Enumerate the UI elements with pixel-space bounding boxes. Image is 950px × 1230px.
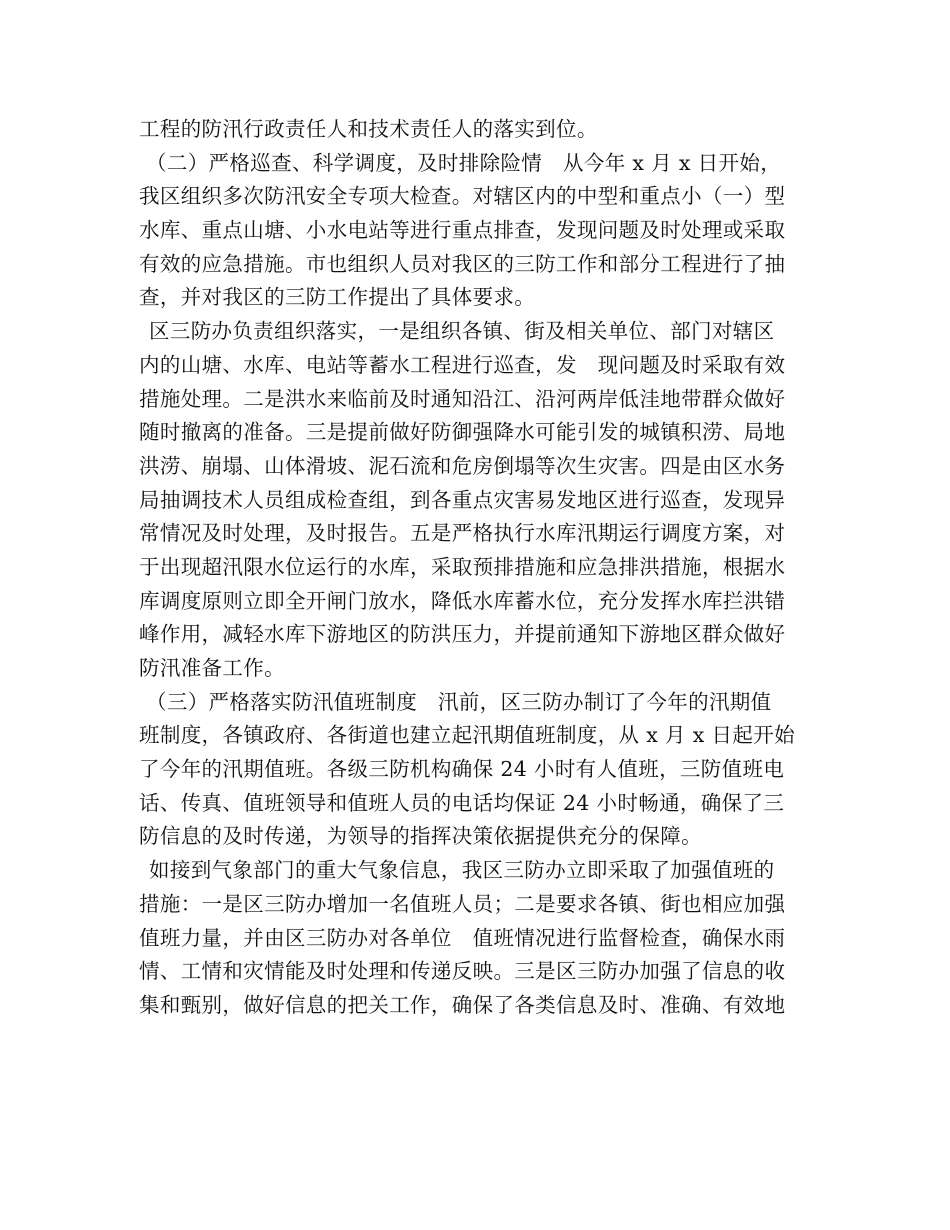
text-line: 查，并对我区的三防工作提出了具体要求。 <box>139 285 536 310</box>
text-line: 于出现超汛限水位运行的水库，采取预排措施和应急排洪措施，根据水 <box>139 554 786 579</box>
text-line: 峰作用，减轻水库下游地区的防洪压力，并提前通知下游地区群众做好 <box>139 622 786 647</box>
text-line: 了今年的汛期值班。各级三防机构确保 24 小时有人值班，三防值班电 <box>139 757 785 782</box>
text-line: 库调度原则立即全开闸门放水，降低水库蓄水位，充分发挥水库拦洪错 <box>139 588 786 613</box>
text-line: 防汛准备工作。 <box>139 656 285 680</box>
text-line: 水库、重点山塘、小水电站等进行重点排查，发现问题及时处理或采取 <box>139 218 786 243</box>
text-line: 情、工情和灾情能及时处理和传递反映。三是区三防办加强了信息的收 <box>139 959 786 984</box>
text-line: 有效的应急措施。市也组织人员对我区的三防工作和部分工程进行了抽 <box>139 251 786 276</box>
text-line: 内的山塘、水库、电站等蓄水工程进行巡查，发 现问题及时采取有效 <box>139 352 786 377</box>
text-line: 局抽调技术人员组成检查组，到各重点灾害易发地区进行巡查，发现异 <box>139 487 786 512</box>
text-line: 措施处理。二是洪水来临前及时通知沿江、沿河两岸低洼地带群众做好 <box>139 386 786 411</box>
text-line: 洪涝、崩塌、山体滑坡、泥石流和危房倒塌等次生灾害。四是由区水务 <box>139 453 786 478</box>
text-line: 常情况及时处理，及时报告。五是严格执行水库汛期运行调度方案，对 <box>139 521 786 546</box>
text-line: 措施：一是区三防办增加一名值班人员；二是要求各镇、街也相应加强 <box>139 891 786 916</box>
text-line: 集和甄别，做好信息的把关工作，确保了各类信息及时、准确、有效地 <box>139 992 786 1017</box>
text-line: 值班力量，并由区三防办对各单位 值班情况进行监督检查，确保水雨 <box>139 925 786 950</box>
text-line: 随时撤离的准备。三是提前做好防御强降水可能引发的城镇积涝、局地 <box>139 420 786 445</box>
text-line: （三）严格落实防汛值班制度 汛前，区三防办制订了今年的汛期值 <box>146 689 772 714</box>
document-body <box>139 113 819 1023</box>
text-line: 我区组织多次防汛安全专项大检查。对辖区内的中型和重点小（一）型 <box>139 184 786 209</box>
text-line: （二）严格巡查、科学调度，及时排除险情 从今年 x 月 x 日开始， <box>146 150 782 175</box>
text-line: 区三防办负责组织落实，一是组织各镇、街及相关单位、部门对辖区 <box>149 319 775 344</box>
text-line: 如接到气象部门的重大气象信息，我区三防办立即采取了加强值班的 <box>149 858 775 883</box>
text-line: 班制度，各镇政府、各街道也建立起汛期值班制度，从 x 月 x 日起开始 <box>139 723 795 748</box>
text-line: 话、传真、值班领导和值班人员的电话均保证 24 小时畅通，确保了三 <box>139 790 785 815</box>
text-line: 工程的防汛行政责任人和技术责任人的落实到位。 <box>139 117 598 141</box>
text-line: 防信息的及时传递，为领导的指挥决策依据提供充分的保障。 <box>139 824 702 849</box>
